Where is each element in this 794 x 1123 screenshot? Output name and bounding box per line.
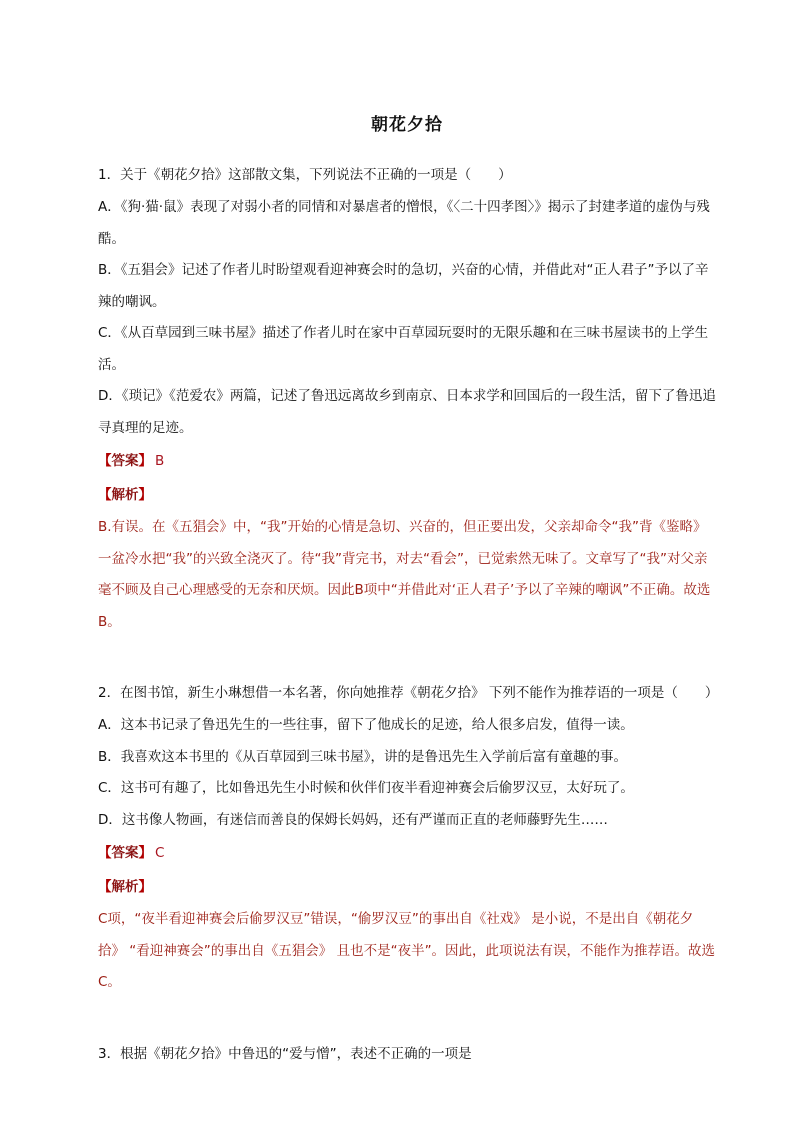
option-c: C．《从百草园到三味书屋》描述了作者儿时在家中百草园玩耍时的无限乐趣和在三味书屋读书的上学生活。 xyxy=(98,325,709,373)
bracket-open-icon: 【 xyxy=(98,845,112,861)
question-stem: 1．关于《朝花夕拾》这部散文集，下列说法不正确的一项是（ ） xyxy=(98,167,512,183)
question-2 xyxy=(98,676,719,999)
bracket-open-icon: 【 xyxy=(98,453,112,469)
option-a: A．《狗·猫·鼠》表现了对弱小者的同情和对暴虐者的憎恨，《〈二十四孝图〉》揭示了封建孝道的虚伪与残酷。 xyxy=(98,199,710,247)
bracket-close-icon: 】 xyxy=(138,453,152,469)
bracket-open-icon: 【 xyxy=(98,879,112,895)
analysis-label: 解析 xyxy=(111,487,139,503)
answer-row xyxy=(98,836,716,870)
analysis-row xyxy=(98,478,716,512)
answer-value: C xyxy=(155,845,165,861)
bracket-close-icon: 】 xyxy=(138,845,152,861)
page-title: 朝花夕拾 xyxy=(371,115,443,135)
answer-label: 答案 xyxy=(111,845,139,861)
question-3 xyxy=(98,1037,716,1071)
answer-value: B xyxy=(155,453,165,469)
option-d: D．这书像人物画，有迷信而善良的保姆长妈妈，还有严谨而正直的老师藤野先生…… xyxy=(98,811,608,828)
bracket-close-icon: 】 xyxy=(138,879,152,895)
question-stem: 3．根据《朝花夕拾》中鲁迅的“爱与憎”，表述不正确的一项是 xyxy=(98,1045,472,1062)
analysis-text: B.有误。在《五猖会》中，“我”开始的心情是急切、兴奋的，但正要出发，父亲却命令“我”背《鉴略》一盆冷水把“我”的兴致全浇灭了。待“我”背完书，对去“看会”，已觉索然无味了。文章写了“我”对父亲毫不顾及自己心理感受的无奈和厌烦。因此B项中“并借此对‘正人君子’予以了辛辣的嘲讽”不正确。故选B。 xyxy=(98,519,711,630)
question-1 xyxy=(98,158,716,638)
option-a: A．这本书记录了鲁迅先生的一些往事，留下了他成长的足迹，给人很多启发，值得一读。 xyxy=(98,717,634,733)
bracket-open-icon: 【 xyxy=(98,487,112,503)
option-c: C．这书可有趣了，比如鲁迅先生小时候和伙伴们夜半看迎神赛会后偷罗汉豆，太好玩了。 xyxy=(98,780,634,796)
option-b: B．我喜欢这本书里的《从百草园到三味书屋》，讲的是鲁迅先生入学前后富有童趣的事。 xyxy=(98,748,628,765)
bracket-close-icon: 】 xyxy=(138,487,152,503)
analysis-row xyxy=(98,870,716,904)
analysis-label: 解析 xyxy=(111,879,139,895)
option-d: D．《琐记》《范爱农》两篇，记述了鲁迅远离故乡到南京、日本求学和回国后的一段生活，留下了鲁迅追寻真理的足迹。 xyxy=(98,388,716,436)
question-stem: 2．在图书馆，新生小琳想借一本名著，你向她推荐《朝花夕拾》 下列不能作为推荐语的一项是（ ） xyxy=(98,685,719,701)
answer-label: 答案 xyxy=(111,453,139,469)
answer-row xyxy=(98,444,716,478)
option-b: B．《五猖会》记述了作者儿时盼望观看迎神赛会时的急切，兴奋的心情，并借此对“正人君子”予以了辛辣的嘲讽。 xyxy=(98,262,709,310)
analysis-text: C项，“夜半看迎神赛会后偷罗汉豆”错误，“偷罗汉豆”的事出自《社戏》 是小说，不是出自《朝花夕拾》 “看迎神赛会”的事出自《五猖会》 且也不是“夜半”。因此，此项说法有误，不能作为推荐语。故选C。 xyxy=(98,911,716,990)
